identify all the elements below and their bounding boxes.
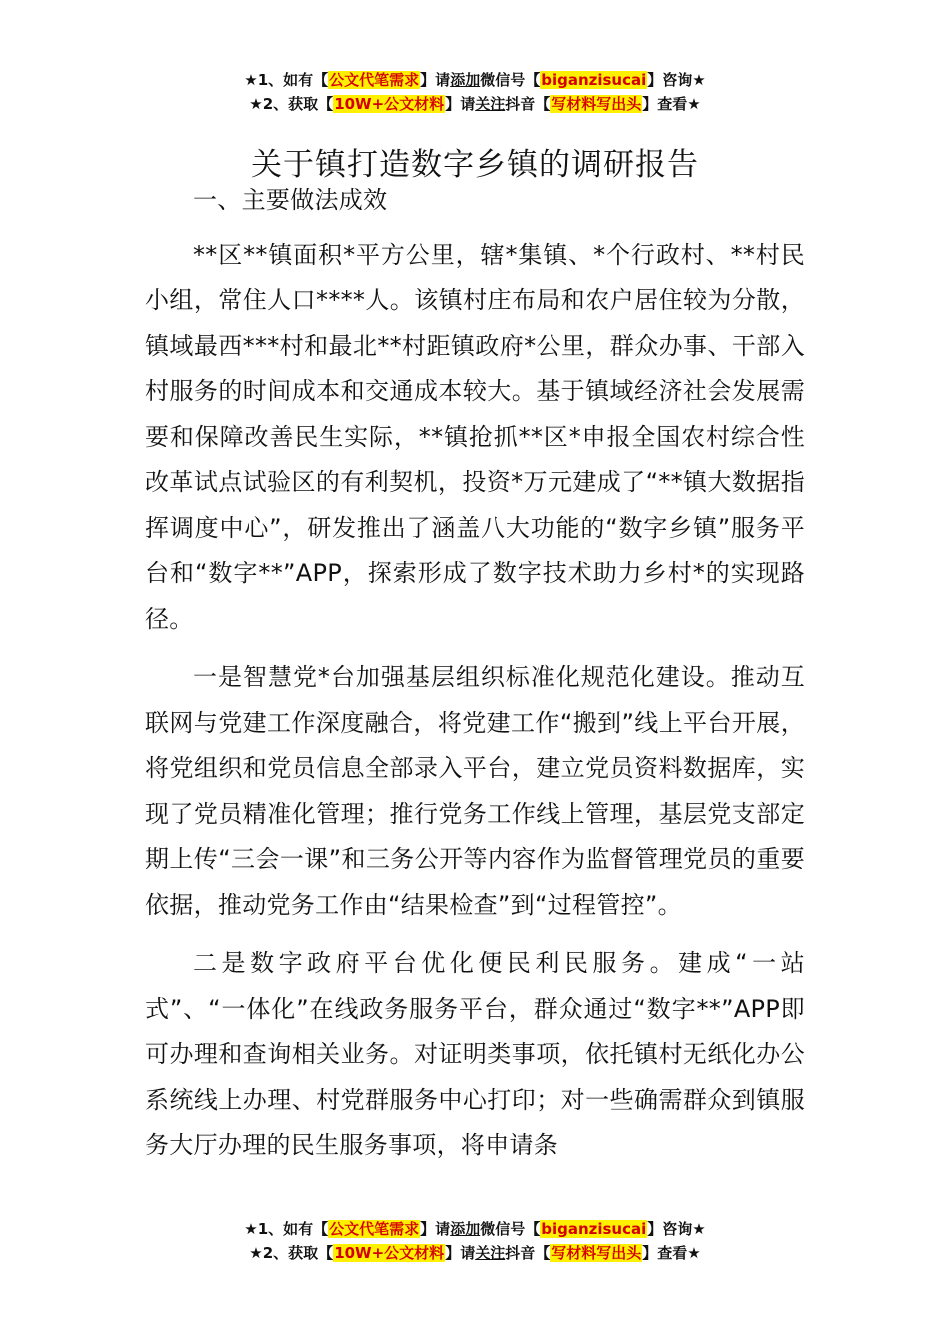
highlight-douyin-account: 写材料写出头 <box>551 95 642 113</box>
underlined-text: 关注 <box>475 95 506 113</box>
banner-text: 】查看★ <box>642 95 701 113</box>
banner-text: 】咨询★ <box>647 1220 706 1238</box>
banner-text: 】查看★ <box>642 1244 701 1262</box>
highlight-materials: 10W+公文材料 <box>334 95 445 113</box>
banner-text: 】请 <box>420 1220 451 1238</box>
document-body <box>145 178 805 1182</box>
banner-text: 微信号【 <box>480 1220 541 1238</box>
highlight-wechat-id: biganzisucai <box>541 1220 647 1238</box>
paragraph-overview: **区**镇面积*平方公里，辖*集镇、*个行政村、**村民小组，常住人口****人。该镇村庄布局和农户居住较为分散，镇域最西***村和最北**村距镇政府*公里，群众办事、干部入村服务的时间成本和交通成本较大。基于镇域经济社会发展需要和保障改善民生实际，**镇抢抓**区*申报全国农村综合性改革试点试验区的有利契机，投资*万元建成了“**镇大数据指挥调度中心”，研发推出了涵盖八大功能的“数字乡镇”服务平台和“数字**”APP，探索形成了数字技术助力乡村*的实现路径。 <box>145 240 805 633</box>
banner-line-2 <box>0 1241 950 1265</box>
highlight-service: 公文代笔需求 <box>329 71 420 89</box>
banner-line-1 <box>0 68 950 92</box>
header-banner <box>0 68 950 116</box>
banner-line-2 <box>0 92 950 116</box>
underlined-text: 添加 <box>450 71 481 89</box>
banner-text: ★1、如有【 <box>244 71 329 89</box>
banner-text: 微信号【 <box>480 71 541 89</box>
banner-line-1 <box>0 1217 950 1241</box>
paragraph-digital-government: 二是数字政府平台优化便民利民服务。建成“一站式”、“一体化”在线政务服务平台，群众通过“数字**”APP即可办理和查询相关业务。对证明类事项，依托镇村无纸化办公系统线上办理、村党群服务中心打印；对一些确需群众到镇服务大厅办理的民生服务事项，将申请条 <box>145 949 805 1159</box>
banner-text: 抖音【 <box>505 95 551 113</box>
underlined-text: 关注 <box>475 1244 506 1262</box>
banner-text: ★1、如有【 <box>244 1220 329 1238</box>
underlined-text: 添加 <box>450 1220 481 1238</box>
banner-text: 】请 <box>420 71 451 89</box>
banner-text: ★2、获取【 <box>249 95 334 113</box>
footer-banner <box>0 1217 950 1265</box>
banner-text: 】请 <box>445 95 476 113</box>
banner-text: 】咨询★ <box>647 71 706 89</box>
highlight-service: 公文代笔需求 <box>329 1220 420 1238</box>
banner-text: 抖音【 <box>505 1244 551 1262</box>
banner-text: 】请 <box>445 1244 476 1262</box>
paragraph-smart-party: 一是智慧党*台加强基层组织标准化规范化建设。推动互联网与党建工作深度融合，将党建工作“搬到”线上平台开展，将党组织和党员信息全部录入平台，建立党员资料数据库，实现了党员精准化管理；推行党务工作线上管理，基层党支部定期上传“三会一课”和三务公开等内容作为监督管理党员的重要依据，推动党务工作由“结果检查”到“过程管控”。 <box>145 663 805 919</box>
section-heading: 一、主要做法成效 <box>193 186 388 214</box>
document-title: 关于镇打造数字乡镇的调研报告 <box>251 146 699 183</box>
highlight-wechat-id: biganzisucai <box>541 71 647 89</box>
banner-text: ★2、获取【 <box>249 1244 334 1262</box>
highlight-materials: 10W+公文材料 <box>334 1244 445 1262</box>
highlight-douyin-account: 写材料写出头 <box>551 1244 642 1262</box>
